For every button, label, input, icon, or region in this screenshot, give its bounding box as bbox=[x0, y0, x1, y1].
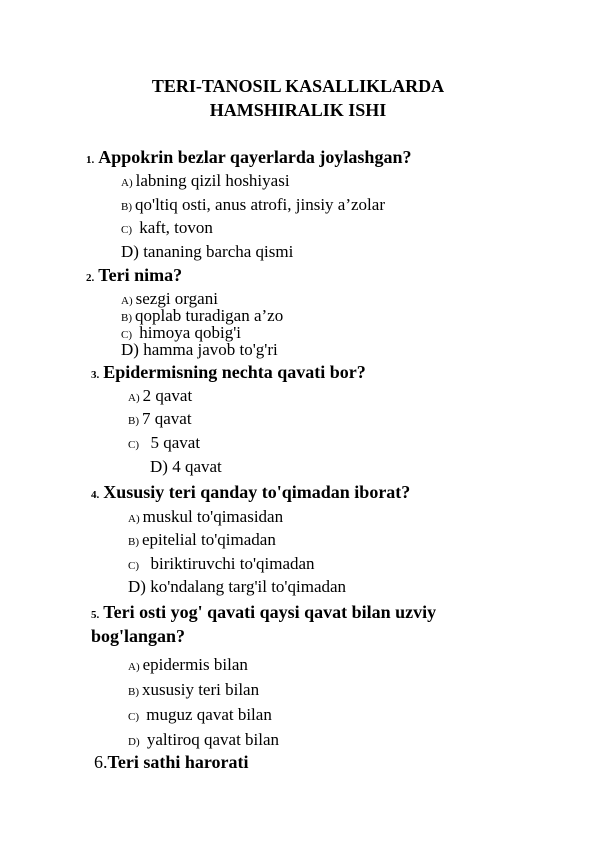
answer-2b: B) qoplab turadigan a’zo bbox=[121, 306, 284, 325]
answer-2d: D) hamma javob to'g'ri bbox=[121, 340, 278, 359]
answer-1c: C) kaft, tovon bbox=[121, 218, 213, 237]
answer-1a: A) labning qizil hoshiyasi bbox=[121, 171, 290, 190]
answer-3d: D) 4 qavat bbox=[150, 457, 222, 476]
question-text: Teri nima? bbox=[98, 265, 183, 285]
document-title-line2: HAMSHIRALIK ISHI bbox=[209, 100, 387, 120]
question-number: 3. bbox=[91, 369, 100, 381]
answer-2a: A) sezgi organi bbox=[121, 289, 218, 308]
answer-3a: A) 2 qavat bbox=[128, 386, 193, 405]
question-4 bbox=[91, 483, 410, 501]
answer-5d: D) yaltiroq qavat bilan bbox=[128, 730, 280, 749]
question-number: 4. bbox=[91, 489, 100, 501]
document-title-line1: TERI-TANOSIL KASALLIKLARDA bbox=[151, 76, 445, 96]
question-text: Xususiy teri qanday to'qimadan iborat? bbox=[103, 482, 411, 502]
answer-4d: D) ko'ndalang targ'il to'qimadan bbox=[128, 577, 347, 596]
answer-4a: A) muskul to'qimasidan bbox=[128, 507, 284, 526]
question-5 bbox=[91, 603, 436, 621]
answer-3b: B) 7 qavat bbox=[128, 409, 192, 428]
question-number: 1. bbox=[86, 154, 95, 166]
question-5-continued: bog'langan? bbox=[91, 626, 186, 646]
question-2 bbox=[86, 266, 182, 284]
answer-4b: B) epitelial to'qimadan bbox=[128, 530, 276, 549]
question-text: Appokrin bezlar qayerlarda joylashgan? bbox=[98, 147, 412, 167]
question-number: 2. bbox=[86, 272, 95, 284]
question-text: Teri osti yog' qavati qaysi qavat bilan uzviy bbox=[103, 602, 437, 622]
answer-5b: B) xususiy teri bilan bbox=[128, 680, 260, 699]
question-1 bbox=[86, 148, 411, 166]
question-text: Teri sathi harorati bbox=[107, 752, 249, 772]
answer-1d: D) tananing barcha qismi bbox=[121, 242, 294, 261]
answer-2c: C) himoya qobig'i bbox=[121, 323, 242, 342]
answer-1b: B) qo'ltiq osti, anus atrofi, jinsiy a’zolar bbox=[121, 195, 385, 214]
question-number: 6. bbox=[94, 752, 108, 772]
answer-5c: C) muguz qavat bilan bbox=[128, 705, 272, 724]
answer-5a: A) epidermis bilan bbox=[128, 655, 248, 674]
question-3 bbox=[91, 363, 366, 381]
question-number: 5. bbox=[91, 609, 100, 621]
answer-3c: C) 5 qavat bbox=[128, 433, 201, 452]
answer-4c: C) biriktiruvchi to'qimadan bbox=[128, 554, 315, 573]
question-text: Epidermisning nechta qavati bor? bbox=[103, 362, 366, 382]
question-6 bbox=[94, 753, 249, 771]
